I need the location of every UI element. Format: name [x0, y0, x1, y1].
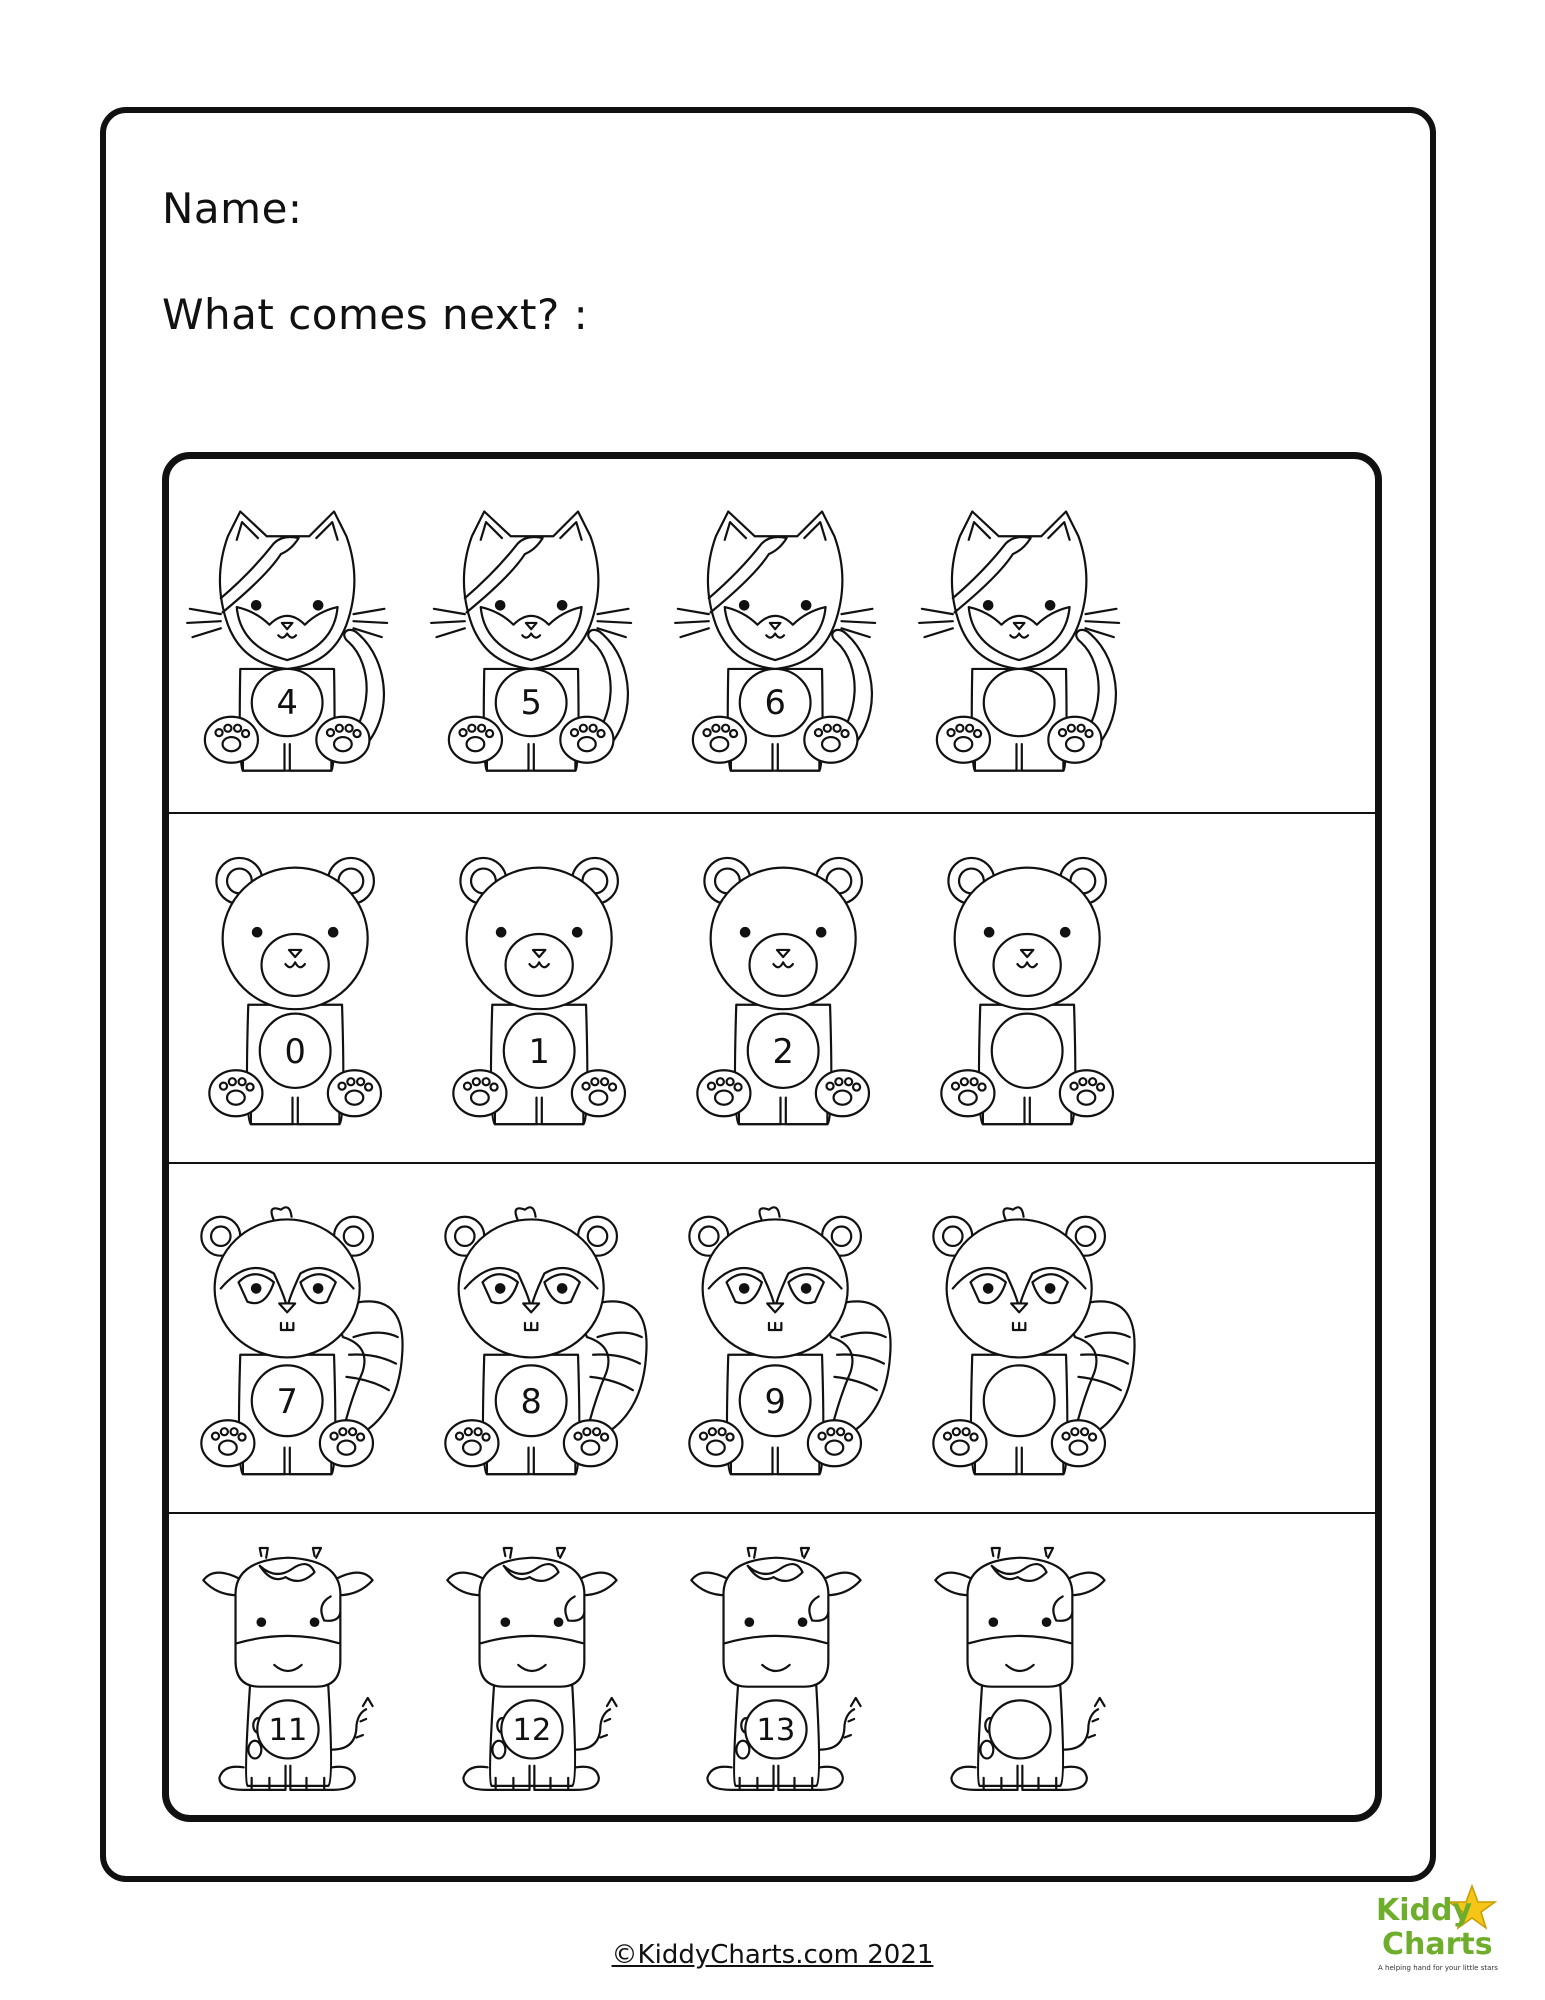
name-label: Name: — [162, 184, 303, 233]
footer — [0, 1940, 1545, 1970]
bear-icon — [677, 834, 907, 1149]
squirrel-icon — [669, 1184, 899, 1499]
svg-text:Charts: Charts — [1382, 1927, 1493, 1962]
svg-text:12: 12 — [512, 1712, 552, 1748]
cat-icon — [669, 479, 899, 797]
bear-icon — [189, 834, 419, 1149]
pattern-row-squirrel — [169, 1162, 1375, 1512]
number-badge — [984, 669, 1055, 736]
pattern-grid — [162, 452, 1382, 1822]
question-prompt: What comes next? : — [162, 290, 589, 339]
svg-text:Kiddy: Kiddy — [1376, 1893, 1473, 1928]
cow-icon[interactable] — [913, 1544, 1143, 1802]
pattern-row-cow — [169, 1512, 1375, 1815]
svg-text:0: 0 — [284, 1032, 306, 1072]
svg-text:2: 2 — [772, 1032, 794, 1072]
pattern-row-cat — [169, 459, 1375, 812]
cow-icon — [669, 1544, 899, 1802]
pattern-row-bear — [169, 812, 1375, 1162]
cat-icon — [425, 479, 655, 797]
svg-text:8: 8 — [520, 1382, 542, 1422]
number-badge — [992, 1014, 1063, 1088]
svg-text:9: 9 — [764, 1382, 786, 1422]
squirrel-icon — [181, 1184, 411, 1499]
cat-icon[interactable] — [913, 479, 1143, 797]
number-badge — [989, 1700, 1050, 1758]
svg-text:1: 1 — [528, 1032, 550, 1072]
number-badge — [984, 1365, 1055, 1436]
svg-text:13: 13 — [756, 1712, 796, 1748]
svg-text:6: 6 — [764, 683, 786, 723]
svg-text:4: 4 — [276, 683, 298, 723]
svg-text:11: 11 — [268, 1712, 308, 1748]
bear-icon[interactable] — [921, 834, 1151, 1149]
squirrel-icon[interactable] — [913, 1184, 1143, 1499]
copyright-text[interactable]: ©KiddyCharts.com 2021 — [611, 1940, 934, 1970]
svg-text:A helping hand for your little: A helping hand for your little stars — [1378, 1964, 1498, 1972]
kiddycharts-logo — [1372, 1878, 1502, 1988]
svg-text:7: 7 — [276, 1382, 298, 1422]
cow-icon — [425, 1544, 655, 1802]
cat-icon — [181, 479, 411, 797]
bear-icon — [433, 834, 663, 1149]
squirrel-icon — [425, 1184, 655, 1499]
cow-icon — [181, 1544, 411, 1802]
svg-text:5: 5 — [520, 683, 542, 723]
